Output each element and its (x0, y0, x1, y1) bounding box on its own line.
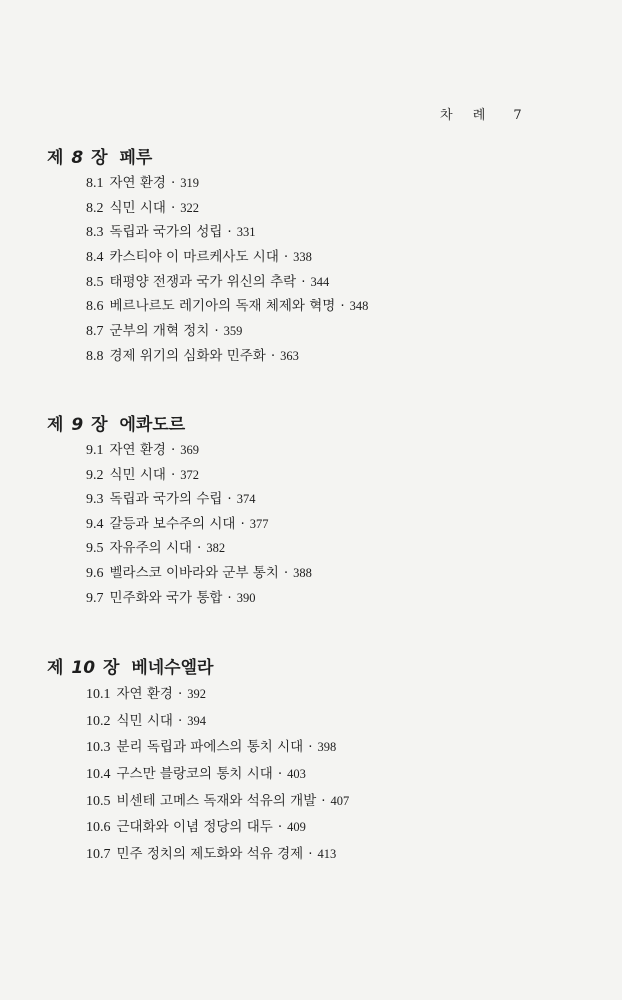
chapter-prefix: 제 (47, 148, 64, 168)
section-page: 331 (236, 225, 256, 240)
chapter-heading (47, 145, 368, 171)
section-number: 9.5 (86, 541, 104, 557)
section-title: 자연 환경 (109, 442, 166, 458)
section-page: 388 (293, 565, 312, 580)
leader-dot: · (227, 491, 232, 508)
chapter-suffix: 장 (91, 415, 108, 435)
chapter-title: 페루 (119, 148, 153, 168)
leader-dot: · (321, 792, 326, 809)
leader-dot: · (170, 199, 176, 216)
section-list (86, 438, 312, 610)
leader-dot: · (170, 442, 176, 458)
section-page: 372 (180, 467, 200, 482)
toc-entry (86, 294, 368, 319)
section-number: 10.7 (86, 847, 111, 863)
section-number: 8.7 (86, 324, 104, 340)
section-title: 독립과 국가의 성립 (109, 224, 223, 241)
section-page: 394 (187, 713, 207, 728)
toc-entry (86, 512, 312, 537)
leader-dot: · (170, 466, 176, 483)
section-page: 338 (293, 250, 312, 265)
toc-entry (86, 487, 312, 512)
section-title: 벨라스코 이바라와 군부 통치 (109, 564, 279, 581)
leader-dot: · (170, 175, 176, 191)
toc-entry (86, 171, 368, 196)
chapter-number: 8 (71, 148, 84, 168)
section-page: 390 (236, 590, 256, 605)
leader-dot: · (308, 846, 313, 863)
section-number: 8.6 (86, 299, 104, 315)
leader-dot: · (308, 739, 313, 756)
section-list (86, 171, 368, 369)
section-list (86, 681, 349, 868)
leader-dot: · (301, 273, 306, 290)
section-title: 식민 시대 (109, 466, 166, 483)
chapter-suffix: 장 (102, 658, 120, 678)
section-page: 348 (349, 299, 369, 314)
running-head-word2: 례 (472, 108, 486, 123)
section-title: 갈등과 보수주의 시대 (109, 515, 236, 532)
toc-entry (86, 586, 312, 611)
chapter-9 (47, 412, 312, 610)
chapter-title: 에콰도르 (119, 415, 186, 435)
leader-dot: · (270, 347, 276, 364)
section-number: 9.4 (86, 516, 104, 532)
section-page: 322 (180, 200, 200, 215)
leader-dot: · (177, 686, 183, 702)
leader-dot: · (177, 712, 183, 729)
section-number: 9.7 (86, 590, 104, 606)
chapter-number: 10 (71, 658, 96, 678)
leader-dot: · (277, 819, 283, 836)
section-number: 10.6 (86, 820, 111, 836)
section-title: 근대화와 이념 정당의 대두 (116, 819, 273, 836)
section-number: 8.4 (86, 250, 104, 266)
section-page: 369 (180, 443, 200, 457)
section-page: 377 (249, 516, 269, 531)
leader-dot: · (197, 540, 202, 557)
section-page: 374 (236, 492, 256, 507)
chapter-heading (47, 412, 312, 438)
toc-entry (86, 536, 312, 561)
toc-entry (86, 734, 349, 761)
section-number: 9.2 (86, 467, 104, 483)
chapter-heading (47, 655, 349, 681)
section-number: 10.4 (86, 767, 111, 783)
toc-entry (86, 814, 349, 841)
section-number: 8.2 (86, 200, 104, 216)
toc-entry (86, 438, 312, 463)
toc-entry (86, 344, 368, 369)
leader-dot: · (214, 323, 219, 340)
section-title: 비센테 고메스 독재와 석유의 개발 (116, 792, 317, 809)
toc-entry (86, 196, 368, 221)
chapter-suffix: 장 (91, 148, 108, 168)
leader-dot: · (240, 515, 245, 532)
running-head (440, 104, 522, 123)
section-title: 식민 시대 (116, 712, 173, 729)
section-number: 8.1 (86, 176, 104, 191)
toc-entry (86, 788, 349, 815)
toc-entry (86, 220, 368, 245)
section-number: 9.3 (86, 492, 104, 508)
section-number: 10.1 (86, 687, 111, 702)
section-title: 자연 환경 (116, 686, 173, 702)
section-number: 8.8 (86, 348, 104, 364)
chapter-8 (47, 145, 368, 369)
section-number: 9.1 (86, 443, 104, 458)
section-title: 민주화와 국가 통합 (109, 589, 223, 606)
toc-entry (86, 841, 349, 868)
chapter-prefix: 제 (47, 658, 64, 678)
section-title: 식민 시대 (109, 199, 166, 216)
chapter-10 (47, 655, 349, 868)
section-page: 382 (206, 541, 226, 556)
section-title: 베르나르도 레기아의 독재 체제와 혁명 (109, 298, 336, 315)
leader-dot: · (283, 564, 289, 581)
leader-dot: · (340, 298, 345, 315)
chapter-number: 9 (71, 415, 84, 435)
toc-entry (86, 708, 349, 735)
section-title: 자유주의 시대 (109, 540, 193, 557)
toc-entry (86, 319, 368, 344)
section-page: 407 (330, 793, 350, 808)
section-page: 413 (317, 847, 337, 862)
section-page: 409 (287, 820, 306, 835)
section-number: 10.2 (86, 713, 111, 729)
leader-dot: · (277, 766, 283, 783)
section-page: 403 (287, 767, 306, 782)
section-title: 태평양 전쟁과 국가 위신의 추락 (109, 273, 297, 290)
section-title: 군부의 개혁 정치 (109, 323, 210, 340)
section-number: 10.3 (86, 740, 111, 756)
leader-dot: · (227, 224, 232, 241)
section-number: 10.5 (86, 793, 111, 809)
chapter-title: 베네수엘라 (131, 658, 214, 678)
leader-dot: · (283, 249, 289, 266)
section-page: 359 (223, 324, 243, 339)
section-title: 민주 정치의 제도화와 석유 경제 (116, 846, 304, 863)
toc-entry (86, 761, 349, 788)
toc-entry (86, 270, 368, 295)
page-number: 7 (513, 108, 522, 123)
section-page: 319 (180, 176, 200, 190)
section-title: 분리 독립과 파에스의 통치 시대 (116, 739, 304, 756)
section-page: 344 (310, 274, 330, 289)
section-title: 독립과 국가의 수립 (109, 491, 223, 508)
section-number: 9.6 (86, 565, 104, 581)
toc-entry (86, 561, 312, 586)
leader-dot: · (227, 589, 232, 606)
section-page: 392 (187, 687, 207, 701)
section-title: 자연 환경 (109, 175, 166, 191)
section-number: 8.5 (86, 274, 104, 290)
toc-entry (86, 681, 349, 708)
section-title: 구스만 블랑코의 통치 시대 (116, 766, 273, 783)
section-page: 363 (280, 348, 299, 363)
toc-entry (86, 463, 312, 488)
running-head-word1: 차 (440, 108, 453, 123)
chapter-prefix: 제 (47, 415, 64, 435)
section-title: 카스티야 이 마르케사도 시대 (109, 249, 279, 266)
section-page: 398 (317, 740, 337, 755)
section-number: 8.3 (86, 225, 104, 241)
toc-entry (86, 245, 368, 270)
section-title: 경제 위기의 심화와 민주화 (109, 347, 266, 364)
